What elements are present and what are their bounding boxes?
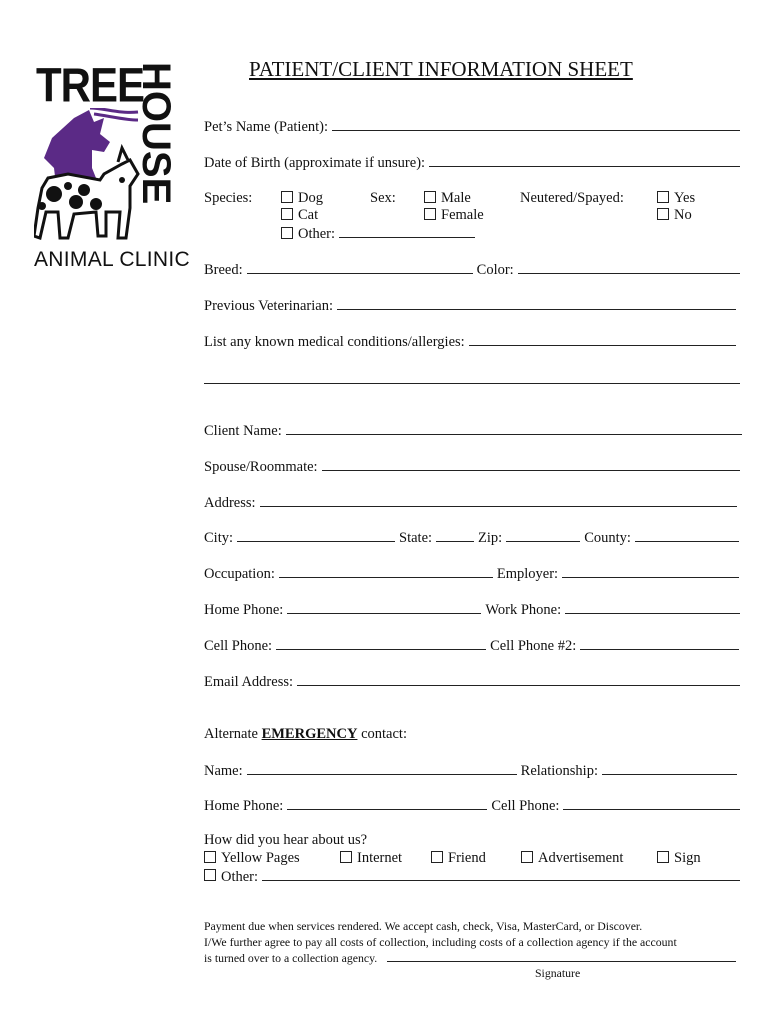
client-name-row [204,422,742,440]
home-phone-field[interactable] [287,601,481,614]
prev-vet-row [204,297,736,315]
checkbox[interactable] [424,191,436,203]
email-label: Email Address: [204,674,294,690]
home-phone-label: Home Phone: [204,602,284,618]
species-option-other[interactable]: Other: [281,226,475,243]
checkbox[interactable] [204,869,216,881]
pet-name-field[interactable] [332,118,740,131]
signature-field[interactable] [387,951,736,962]
checkbox[interactable] [521,851,533,863]
county-label: County: [584,530,631,546]
city-label: City: [204,530,234,546]
employer-field[interactable] [562,565,739,578]
checkbox[interactable] [281,191,293,203]
occupation-label: Occupation: [204,566,275,582]
work-phone-field[interactable] [565,601,740,614]
color-field[interactable] [518,261,740,274]
checkbox[interactable] [657,851,669,863]
city-row [204,529,739,547]
zip-field[interactable] [506,529,580,542]
pet-name-label: Pet’s Name (Patient): [204,119,329,135]
neutered-label: Neutered/Spayed: [520,190,624,206]
zip-label: Zip: [478,530,503,546]
emergency-name-label: Name: [204,763,243,779]
cell-phone-field[interactable] [276,637,486,650]
logo-animals-illustration [34,108,142,248]
emergency-phone-row [204,797,740,815]
hear-option-internet[interactable]: Internet [340,850,402,867]
county-field[interactable] [635,529,739,542]
emergency-name-row [204,762,737,780]
sex-option-male[interactable]: Male [424,190,471,207]
breed-color-row [204,261,740,279]
client-name-field[interactable] [286,422,742,435]
spouse-label: Spouse/Roommate: [204,459,318,475]
checkbox[interactable] [431,851,443,863]
hear-option-other[interactable]: Other: [204,868,740,886]
conditions-field-line2[interactable] [204,383,740,384]
occupation-field[interactable] [279,565,493,578]
cell-row [204,637,739,655]
spouse-row [204,458,740,476]
breed-label: Breed: [204,262,243,278]
emergency-cell-phone-field[interactable] [563,797,740,810]
emergency-home-phone-label: Home Phone: [204,798,284,814]
checkbox[interactable] [424,208,436,220]
city-field[interactable] [237,529,395,542]
species-option-dog[interactable]: Dog [281,190,323,207]
state-field[interactable] [436,529,474,542]
relationship-field[interactable] [602,762,737,775]
occupation-row [204,565,739,583]
emergency-home-phone-field[interactable] [287,797,487,810]
checkbox[interactable] [281,227,293,239]
neutered-option-no[interactable]: No [657,207,692,224]
email-field[interactable] [297,673,740,686]
hear-option-sign[interactable]: Sign [657,850,701,867]
emergency-cell-phone-label: Cell Phone: [491,798,560,814]
phone-row [204,601,740,619]
relationship-label: Relationship: [520,763,598,779]
spouse-field[interactable] [322,458,740,471]
hear-option-advertisement[interactable]: Advertisement [521,850,623,867]
checkbox[interactable] [657,191,669,203]
hear-option-yellow-pages[interactable]: Yellow Pages [204,850,300,867]
sex-label: Sex: [370,190,396,206]
cell-phone-label: Cell Phone: [204,638,273,654]
species-option-cat[interactable]: Cat [281,207,318,224]
cell-phone2-field[interactable] [580,637,739,650]
employer-label: Employer: [496,566,559,582]
checkbox[interactable] [340,851,352,863]
signature-label: Signature [535,966,581,980]
pet-name-row [204,118,740,136]
state-label: State: [399,530,433,546]
dob-label: Date of Birth (approximate if unsure): [204,155,426,171]
conditions-label: List any known medical conditions/allergies: [204,334,465,350]
client-name-label: Client Name: [204,423,282,439]
prev-vet-field[interactable] [337,297,736,310]
checkbox[interactable] [657,208,669,220]
checkbox[interactable] [204,851,216,863]
email-row [204,673,740,691]
clinic-logo [28,58,190,273]
species-other-field[interactable] [339,236,475,238]
hear-about-label: How did you hear about us? [204,832,368,848]
dob-row [204,154,740,172]
logo-clinic-text: ANIMAL CLINIC [34,248,190,271]
conditions-field[interactable] [469,333,736,346]
work-phone-label: Work Phone: [485,602,562,618]
logo-house-text: HOUSE [134,62,178,205]
conditions-row [204,333,736,351]
hear-other-field[interactable] [262,868,740,881]
emergency-emphasis: EMERGENCY [261,726,358,742]
page-title: PATIENT/CLIENT INFORMATION SHEET [249,57,633,81]
breed-field[interactable] [247,261,473,274]
dob-field[interactable] [429,154,740,167]
payment-terms-line2: I/We further agree to pay all costs of collection, including costs of a collection agency if the account [204,935,677,949]
emergency-name-field[interactable] [247,762,517,775]
species-label: Species: [204,190,253,206]
cell-phone2-label: Cell Phone #2: [490,638,577,654]
address-row [204,494,737,512]
sex-option-female[interactable]: Female [424,207,484,224]
emergency-heading: Alternate EMERGENCY contact: [204,726,407,742]
checkbox[interactable] [281,208,293,220]
address-field[interactable] [260,494,737,507]
payment-terms-line1: Payment due when services rendered. We accept cash, check, Visa, MasterCard, or Discover. [204,919,643,933]
payment-terms-line3: is turned over to a collection agency. [204,951,736,966]
hear-option-friend[interactable]: Friend [431,850,486,867]
logo-tree-text: TREE [36,58,145,113]
address-label: Address: [204,495,256,511]
neutered-option-yes[interactable]: Yes [657,190,695,207]
prev-vet-label: Previous Veterinarian: [204,298,333,314]
color-label: Color: [476,262,514,278]
